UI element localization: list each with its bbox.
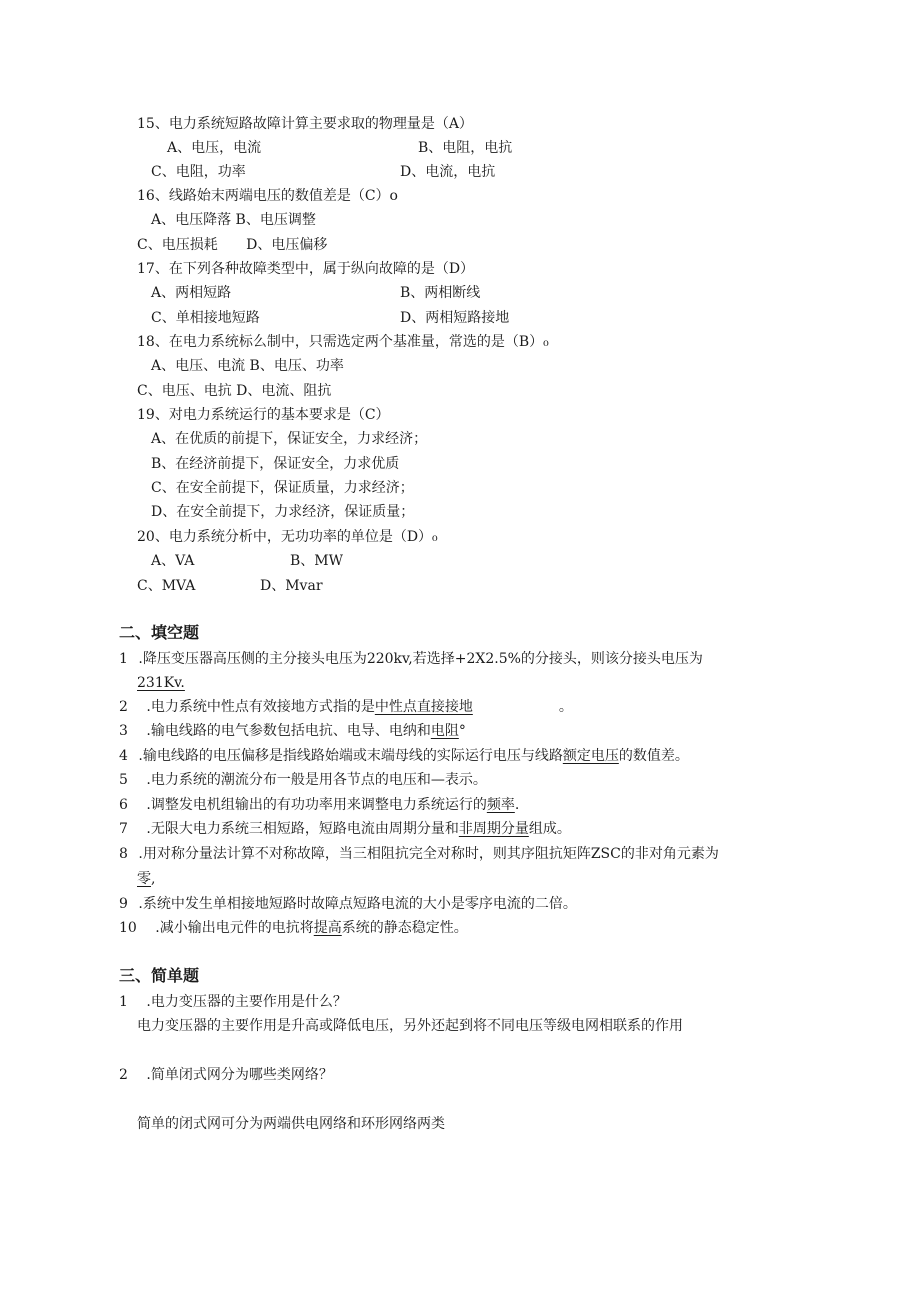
fill-item-2: [119, 697, 573, 717]
q20-option-d: D、Mvar: [260, 578, 323, 594]
item-text: .降压变压器高压侧的主分接头电压为220kv,若选择+2X2.5%的分接头，则该分接头电压为: [138, 651, 703, 667]
item-text-end: 的数值差。: [618, 748, 689, 764]
item-text-end: 组成。: [528, 821, 571, 837]
short-a2: 简单的闭式网可分为两端供电网络和环形网络两类: [137, 1116, 445, 1132]
q19-option-b: B、在经济前提下，保证安全，力求优质: [151, 456, 400, 472]
q17-option-c: C、单相接地短路: [151, 310, 260, 326]
fill-item-1: [119, 649, 703, 669]
item-answer: 频率: [486, 797, 515, 813]
q15-option-d: D、电流，电抗: [400, 164, 496, 180]
q17-stem: 17、在下列各种故障类型中，属于纵向故障的是（D）: [137, 261, 475, 277]
q19-stem: 19、对电力系统运行的基本要求是（C）: [137, 407, 390, 423]
item-number: 1: [119, 651, 128, 667]
item-number: 10: [119, 920, 137, 936]
item-text: .无限大电力系统三相短路，短路电流由周期分量和: [146, 821, 459, 837]
q17-option-b: B、两相断线: [400, 285, 481, 301]
q20-option-c: C、MVA: [137, 578, 196, 594]
item-answer: 非周期分量: [458, 821, 529, 837]
item-number: 9: [119, 896, 128, 912]
item-answer: 额定电压: [562, 748, 619, 764]
item-number: 1: [119, 994, 128, 1010]
item-answer: 提高: [313, 920, 342, 936]
q19-option-c: C、在安全前提下，保证质量，力求经济；: [151, 480, 414, 496]
item-text: .减小输出电元件的电抗将: [155, 920, 314, 936]
q15-option-a: A、电压，电流: [167, 140, 262, 156]
fill-item-1-answer: 231Kv.: [137, 675, 185, 691]
q18-stem: 18、在电力系统标么制中，只需选定两个基准量，常选的是（B）₀: [137, 334, 549, 350]
item-text: .电力系统的潮流分布一般是用各节点的电压和—表示。: [146, 772, 487, 788]
item-answer: 电阻: [430, 723, 459, 739]
item-text-end: .: [514, 797, 520, 813]
fill-item-7: [119, 819, 571, 839]
fill-item-3: [119, 721, 466, 741]
q17-option-a: A、两相短路: [151, 285, 232, 301]
item-text: .用对称分量法计算不对称故障，当三相阻抗完全对称时，则其序阻抗矩阵ZSC的非对角元素为: [138, 846, 719, 862]
fill-item-8-answer: [137, 869, 155, 889]
q20-option-b: B、MW: [290, 553, 344, 569]
item-number: 3: [119, 723, 128, 739]
item-text: .输电线路的电气参数包括电抗、电导、电纳和: [146, 723, 431, 739]
q17-option-d: D、两相短路接地: [400, 310, 510, 326]
short-q2: [119, 1065, 333, 1085]
q16-stem: 16、线路始末两端电压的数值差是（C）o: [137, 188, 398, 204]
q19-option-d: D、在安全前提下，力求经济，保证质量；: [151, 504, 415, 520]
fill-item-8: [119, 844, 719, 864]
fill-item-10: [119, 918, 468, 938]
item-number: 5: [119, 772, 128, 788]
q20-option-a: A、VA: [151, 553, 195, 569]
item-number: 7: [119, 821, 128, 837]
q20-stem: 20、电力系统分析中，无功功率的单位是（D）₀: [137, 529, 438, 545]
fill-item-9: [119, 894, 577, 914]
item-text: .输电线路的电压偏移是指线路始端或末端母线的实际运行电压与线路: [138, 748, 563, 764]
item-answer: 零: [137, 871, 151, 887]
item-number: 2: [119, 699, 128, 715]
item-text: .电力系统中性点有效接地方式指的是: [146, 699, 375, 715]
q18-options-cd: C、电压、电抗 D、电流、阻抗: [137, 383, 332, 399]
item-text-end: 。: [558, 699, 573, 715]
fill-heading: 二、填空题: [119, 623, 200, 642]
short-a1: 电力变压器的主要作用是升高或降低电压，另外还起到将不同电压等级电网相联系的作用: [137, 1018, 683, 1034]
q15-option-b: B、电阻，电抗: [418, 140, 513, 156]
item-answer: 中性点直接接地: [374, 699, 473, 715]
q15-option-c: C、电阻，功率: [151, 164, 246, 180]
fill-item-6: [119, 795, 519, 815]
item-number: 4: [119, 748, 128, 764]
fill-item-4: [119, 746, 689, 766]
question-text: .电力变压器的主要作用是什么？: [146, 994, 347, 1010]
item-number: 8: [119, 846, 128, 862]
short-heading: 三、简单题: [119, 966, 200, 985]
short-q1: [119, 992, 347, 1012]
q19-option-a: A、在优质的前提下，保证安全，力求经济；: [151, 431, 428, 447]
q16-options-ab: A、电压降落 B、电压调整: [151, 212, 316, 228]
item-text-end: °: [458, 723, 466, 739]
item-number: 6: [119, 797, 128, 813]
item-text-end: ,: [151, 871, 156, 887]
q18-options-ab: A、电压、电流 B、电压、功率: [151, 358, 344, 374]
item-text: .调整发电机组输出的有功功率用来调整电力系统运行的: [146, 797, 487, 813]
q16-options-cd: C、电压损耗 D、电压偏移: [137, 237, 328, 253]
item-number: 2: [119, 1067, 128, 1083]
fill-item-5: [119, 770, 487, 790]
item-text-end: 系统的静态稳定性。: [341, 920, 468, 936]
q15-stem: 15、电力系统短路故障计算主要求取的物理量是（A）: [137, 116, 473, 132]
item-text: .系统中发生单相接地短路时故障点短路电流的大小是零序电流的二倍。: [138, 896, 577, 912]
question-text: .简单闭式网分为哪些类网络？: [146, 1067, 333, 1083]
